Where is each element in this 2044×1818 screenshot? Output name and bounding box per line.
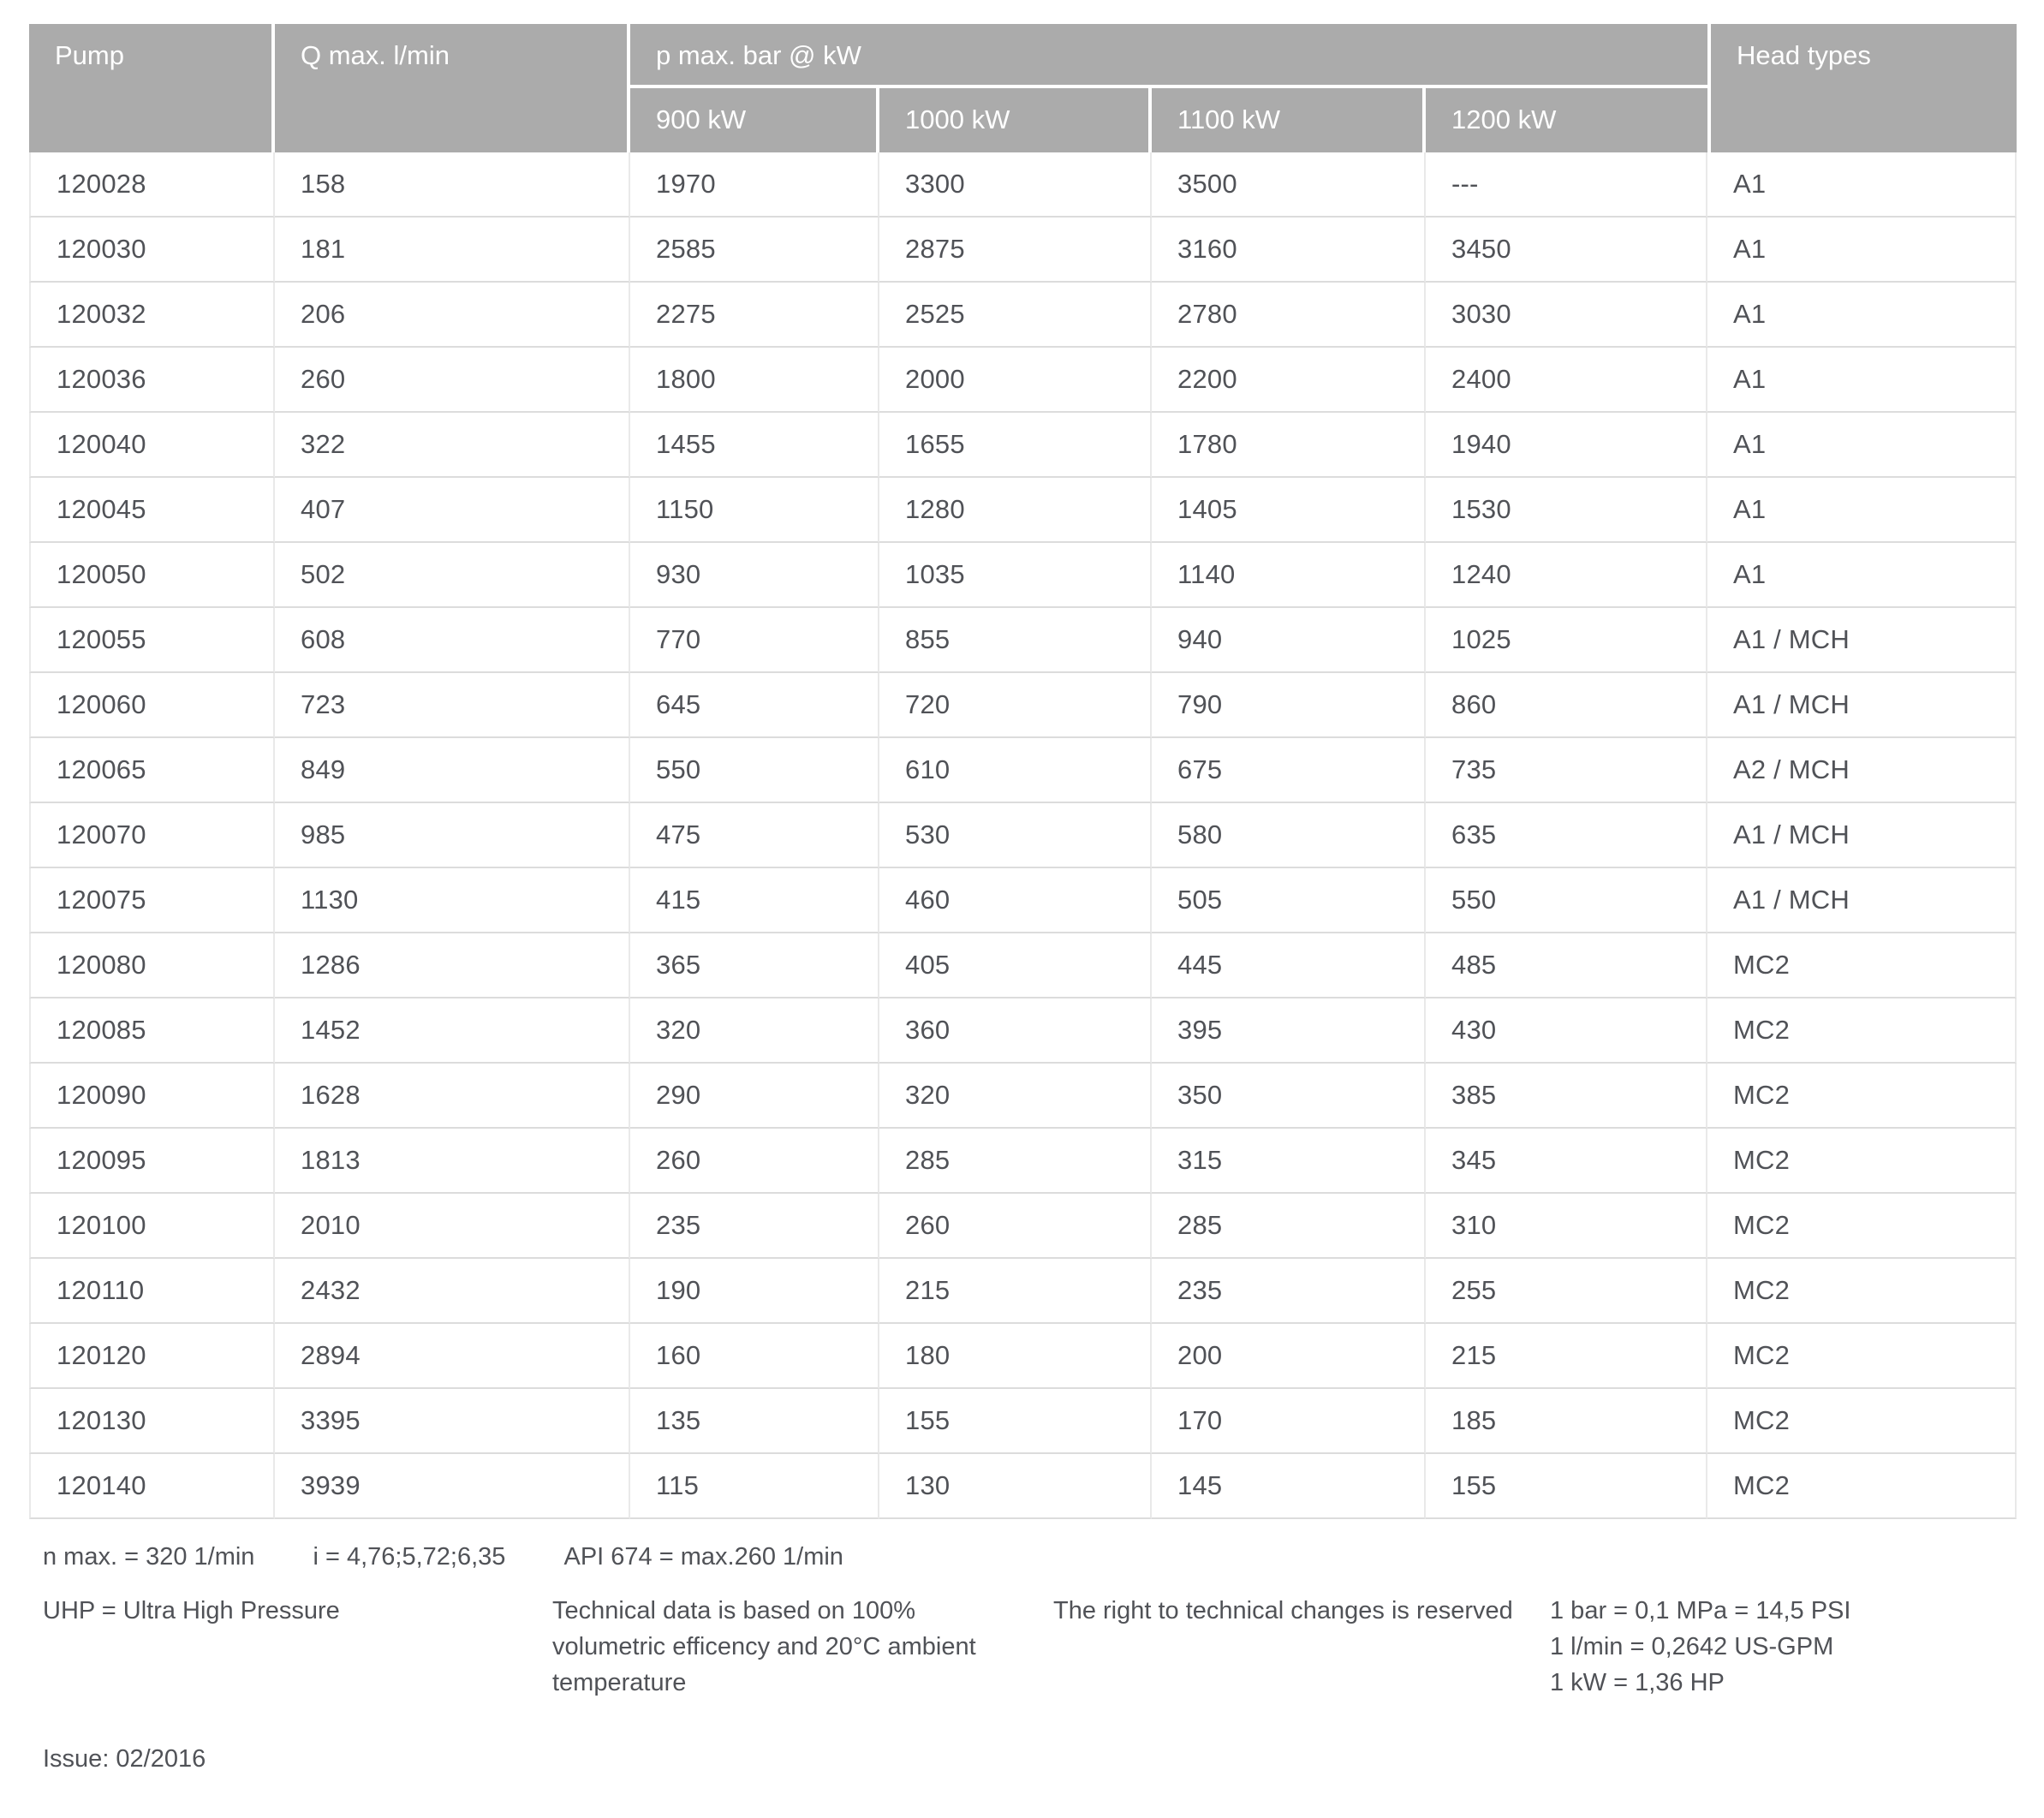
table-row xyxy=(29,218,2017,283)
cell-head: A1 xyxy=(1707,478,2017,543)
cell-head: A1 / MCH xyxy=(1707,868,2017,933)
footnote-technical-line: temperature xyxy=(552,1669,687,1696)
table-row xyxy=(29,738,2017,803)
cell-p1100: 675 xyxy=(1152,738,1426,803)
cell-q: 1813 xyxy=(275,1129,630,1194)
cell-p1000: 1280 xyxy=(879,478,1152,543)
cell-p1100: 580 xyxy=(1152,803,1426,868)
cell-q: 181 xyxy=(275,218,630,283)
table-row xyxy=(29,1454,2017,1519)
cell-p1200: 2400 xyxy=(1426,348,1707,413)
cell-pump: 120032 xyxy=(29,283,275,348)
cell-head: MC2 xyxy=(1707,1389,2017,1454)
cell-pump: 120030 xyxy=(29,218,275,283)
cell-p1000: 320 xyxy=(879,1064,1152,1129)
cell-p1100: 940 xyxy=(1152,608,1426,673)
cell-p1200: 215 xyxy=(1426,1324,1707,1389)
cell-p1100: 445 xyxy=(1152,933,1426,998)
table-row xyxy=(29,543,2017,608)
cell-p1000: 720 xyxy=(879,673,1152,738)
cell-p1200: --- xyxy=(1426,152,1707,218)
cell-p900: 770 xyxy=(630,608,879,673)
table-row xyxy=(29,1129,2017,1194)
cell-p1100: 350 xyxy=(1152,1064,1426,1129)
cell-q: 1628 xyxy=(275,1064,630,1129)
cell-p900: 2585 xyxy=(630,218,879,283)
cell-head: MC2 xyxy=(1707,1454,2017,1519)
cell-pump: 120070 xyxy=(29,803,275,868)
cell-p1100: 3500 xyxy=(1152,152,1426,218)
cell-pump: 120036 xyxy=(29,348,275,413)
conversion-lmin: 1 l/min = 0,2642 US-GPM xyxy=(1550,1633,1834,1660)
cell-pump: 120130 xyxy=(29,1389,275,1454)
table-row xyxy=(29,152,2017,218)
cell-p1000: 1035 xyxy=(879,543,1152,608)
cell-p1000: 285 xyxy=(879,1129,1152,1194)
cell-p1100: 790 xyxy=(1152,673,1426,738)
cell-q: 2432 xyxy=(275,1259,630,1324)
table-row xyxy=(29,1259,2017,1324)
cell-p900: 1455 xyxy=(630,413,879,478)
footnote-conversions xyxy=(1550,1593,1850,1701)
table-row xyxy=(29,998,2017,1064)
table-row xyxy=(29,1064,2017,1129)
cell-head: MC2 xyxy=(1707,1324,2017,1389)
header-row-1 xyxy=(29,24,2017,88)
header-head-types: Head types xyxy=(1707,24,2017,152)
footnote-technical xyxy=(552,1593,976,1701)
cell-p1100: 285 xyxy=(1152,1194,1426,1259)
cell-p1200: 310 xyxy=(1426,1194,1707,1259)
cell-p1100: 2200 xyxy=(1152,348,1426,413)
cell-p1100: 170 xyxy=(1152,1389,1426,1454)
cell-head: MC2 xyxy=(1707,998,2017,1064)
table-row xyxy=(29,348,2017,413)
cell-p1200: 1940 xyxy=(1426,413,1707,478)
cell-p1200: 255 xyxy=(1426,1259,1707,1324)
cell-head: A1 xyxy=(1707,152,2017,218)
cell-pump: 120075 xyxy=(29,868,275,933)
cell-q: 1130 xyxy=(275,868,630,933)
table-row xyxy=(29,1324,2017,1389)
cell-p900: 550 xyxy=(630,738,879,803)
cell-p900: 1150 xyxy=(630,478,879,543)
table-row xyxy=(29,478,2017,543)
cell-p1200: 1025 xyxy=(1426,608,1707,673)
cell-head: MC2 xyxy=(1707,1259,2017,1324)
cell-p1000: 180 xyxy=(879,1324,1152,1389)
cell-p1100: 1780 xyxy=(1152,413,1426,478)
cell-p1200: 155 xyxy=(1426,1454,1707,1519)
cell-p1200: 1530 xyxy=(1426,478,1707,543)
cell-pump: 120085 xyxy=(29,998,275,1064)
cell-pump: 120090 xyxy=(29,1064,275,1129)
cell-head: A1 / MCH xyxy=(1707,803,2017,868)
cell-p1100: 315 xyxy=(1152,1129,1426,1194)
footnote-uhp: UHP = Ultra High Pressure xyxy=(43,1597,340,1624)
table-row xyxy=(29,933,2017,998)
footnote-technical-line: volumetric efficency and 20°C ambient xyxy=(552,1633,976,1660)
cell-p1000: 610 xyxy=(879,738,1152,803)
cell-head: A1 / MCH xyxy=(1707,673,2017,738)
cell-pump: 120095 xyxy=(29,1129,275,1194)
cell-p900: 2275 xyxy=(630,283,879,348)
conversion-bar: 1 bar = 0,1 MPa = 14,5 PSI xyxy=(1550,1597,1851,1624)
cell-p1000: 855 xyxy=(879,608,1152,673)
footnote-technical-line: Technical data is based on 100% xyxy=(552,1597,916,1624)
cell-p1100: 2780 xyxy=(1152,283,1426,348)
footnote-row xyxy=(0,1593,2044,1714)
cell-p900: 260 xyxy=(630,1129,879,1194)
cell-p1000: 2525 xyxy=(879,283,1152,348)
footnote-line1 xyxy=(43,1540,2044,1574)
cell-q: 985 xyxy=(275,803,630,868)
cell-p1000: 215 xyxy=(879,1259,1152,1324)
conversion-kw: 1 kW = 1,36 HP xyxy=(1550,1669,1725,1696)
cell-p1200: 1240 xyxy=(1426,543,1707,608)
table-row xyxy=(29,673,2017,738)
cell-p1000: 260 xyxy=(879,1194,1152,1259)
cell-q: 3939 xyxy=(275,1454,630,1519)
cell-pump: 120050 xyxy=(29,543,275,608)
cell-p1100: 1140 xyxy=(1152,543,1426,608)
cell-p1100: 145 xyxy=(1152,1454,1426,1519)
table-row xyxy=(29,1194,2017,1259)
cell-p1000: 130 xyxy=(879,1454,1152,1519)
cell-p1100: 505 xyxy=(1152,868,1426,933)
cell-p1200: 485 xyxy=(1426,933,1707,998)
cell-p900: 415 xyxy=(630,868,879,933)
cell-p1000: 2000 xyxy=(879,348,1152,413)
cell-head: A1 / MCH xyxy=(1707,608,2017,673)
header-1100kw: 1100 kW xyxy=(1152,88,1426,152)
cell-p900: 190 xyxy=(630,1259,879,1324)
cell-p1000: 2875 xyxy=(879,218,1152,283)
cell-p900: 115 xyxy=(630,1454,879,1519)
cell-q: 1286 xyxy=(275,933,630,998)
cell-q: 3395 xyxy=(275,1389,630,1454)
cell-pump: 120100 xyxy=(29,1194,275,1259)
cell-p900: 1800 xyxy=(630,348,879,413)
cell-q: 407 xyxy=(275,478,630,543)
cell-head: A1 xyxy=(1707,348,2017,413)
cell-q: 723 xyxy=(275,673,630,738)
cell-q: 322 xyxy=(275,413,630,478)
footnote-rights: The right to technical changes is reserved xyxy=(1053,1597,1513,1624)
cell-head: A1 xyxy=(1707,283,2017,348)
header-qmax: Q max. l/min xyxy=(275,24,630,152)
cell-p1200: 385 xyxy=(1426,1064,1707,1129)
cell-p1100: 395 xyxy=(1152,998,1426,1064)
issue-label: Issue: 02/2016 xyxy=(43,1745,206,1773)
cell-head: MC2 xyxy=(1707,1129,2017,1194)
cell-p1000: 1655 xyxy=(879,413,1152,478)
cell-q: 206 xyxy=(275,283,630,348)
cell-p900: 930 xyxy=(630,543,879,608)
table-row xyxy=(29,803,2017,868)
cell-p1000: 360 xyxy=(879,998,1152,1064)
cell-pump: 120055 xyxy=(29,608,275,673)
cell-p1200: 3030 xyxy=(1426,283,1707,348)
header-pump: Pump xyxy=(29,24,275,152)
cell-head: A1 xyxy=(1707,413,2017,478)
header-pmax-group: p max. bar @ kW xyxy=(630,24,1707,88)
cell-p1200: 635 xyxy=(1426,803,1707,868)
cell-p1200: 860 xyxy=(1426,673,1707,738)
table-header xyxy=(29,24,2017,152)
cell-p900: 290 xyxy=(630,1064,879,1129)
cell-pump: 120065 xyxy=(29,738,275,803)
table-row xyxy=(29,608,2017,673)
cell-q: 2894 xyxy=(275,1324,630,1389)
cell-q: 849 xyxy=(275,738,630,803)
cell-p1000: 530 xyxy=(879,803,1152,868)
table-row xyxy=(29,1389,2017,1454)
cell-pump: 120110 xyxy=(29,1259,275,1324)
cell-q: 2010 xyxy=(275,1194,630,1259)
cell-pump: 120028 xyxy=(29,152,275,218)
cell-p900: 235 xyxy=(630,1194,879,1259)
footnote-ratio: i = 4,76;5,72;6,35 xyxy=(313,1543,506,1571)
cell-p1200: 185 xyxy=(1426,1389,1707,1454)
table-body xyxy=(29,152,2017,1519)
cell-p1100: 235 xyxy=(1152,1259,1426,1324)
cell-pump: 120080 xyxy=(29,933,275,998)
cell-q: 158 xyxy=(275,152,630,218)
footnote-nmax: n max. = 320 1/min xyxy=(43,1543,255,1571)
footnote-api: API 674 = max.260 1/min xyxy=(563,1543,843,1571)
cell-p1200: 3450 xyxy=(1426,218,1707,283)
cell-head: A1 xyxy=(1707,543,2017,608)
cell-p900: 320 xyxy=(630,998,879,1064)
cell-head: MC2 xyxy=(1707,1064,2017,1129)
cell-q: 502 xyxy=(275,543,630,608)
table-row xyxy=(29,283,2017,348)
pump-spec-table xyxy=(29,24,2017,1519)
cell-p900: 365 xyxy=(630,933,879,998)
cell-pump: 120045 xyxy=(29,478,275,543)
cell-p1200: 550 xyxy=(1426,868,1707,933)
cell-p1000: 155 xyxy=(879,1389,1152,1454)
cell-p1200: 430 xyxy=(1426,998,1707,1064)
cell-pump: 120120 xyxy=(29,1324,275,1389)
cell-p1000: 405 xyxy=(879,933,1152,998)
cell-p1100: 3160 xyxy=(1152,218,1426,283)
cell-p900: 160 xyxy=(630,1324,879,1389)
cell-head: A1 xyxy=(1707,218,2017,283)
cell-q: 260 xyxy=(275,348,630,413)
cell-p1100: 200 xyxy=(1152,1324,1426,1389)
header-1200kw: 1200 kW xyxy=(1426,88,1707,152)
cell-p900: 475 xyxy=(630,803,879,868)
cell-head: MC2 xyxy=(1707,933,2017,998)
table-row xyxy=(29,868,2017,933)
cell-p1200: 735 xyxy=(1426,738,1707,803)
cell-p1200: 345 xyxy=(1426,1129,1707,1194)
cell-pump: 120060 xyxy=(29,673,275,738)
header-900kw: 900 kW xyxy=(630,88,879,152)
cell-p900: 135 xyxy=(630,1389,879,1454)
cell-p1000: 3300 xyxy=(879,152,1152,218)
cell-head: A2 / MCH xyxy=(1707,738,2017,803)
cell-p900: 645 xyxy=(630,673,879,738)
cell-q: 608 xyxy=(275,608,630,673)
table-row xyxy=(29,413,2017,478)
header-1000kw: 1000 kW xyxy=(879,88,1152,152)
cell-head: MC2 xyxy=(1707,1194,2017,1259)
cell-pump: 120140 xyxy=(29,1454,275,1519)
cell-q: 1452 xyxy=(275,998,630,1064)
cell-p1000: 460 xyxy=(879,868,1152,933)
cell-p1100: 1405 xyxy=(1152,478,1426,543)
cell-pump: 120040 xyxy=(29,413,275,478)
cell-p900: 1970 xyxy=(630,152,879,218)
